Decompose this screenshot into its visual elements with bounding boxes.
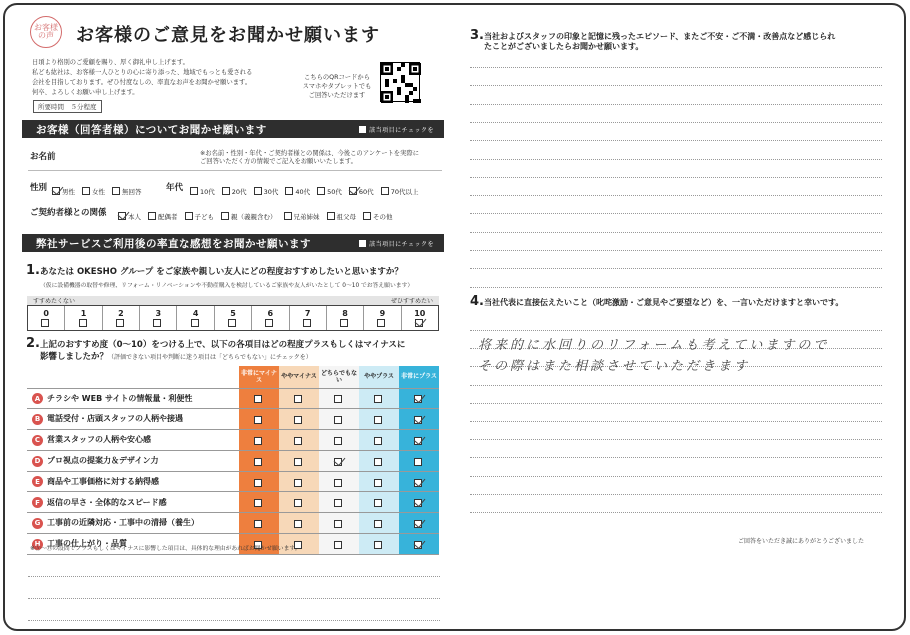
checkbox[interactable] [303,319,311,327]
checkbox[interactable] [334,499,342,507]
checkbox[interactable] [294,499,302,507]
q1-text: 1.あなたは OKESHO グループ をご家族や親しい友人にどの程度おすすめしたいと思いますか？ [26,263,403,278]
checkbox[interactable] [363,212,371,220]
relation-child[interactable]: 子ども [185,212,215,221]
checkbox[interactable] [414,541,422,549]
time-label: 所要時間 ５分程度 [33,100,102,113]
checkbox[interactable] [294,479,302,487]
q2-text: 2.上記のおすすめ度（0〜10）をつける上で、以下の各項目はどの程度プラスもしくはマイナスに [26,336,406,351]
footer-thanks: ご回答をいただき誠にありがとうございました [738,538,865,545]
gender-female[interactable]: 女性 [82,187,105,196]
checkbox[interactable] [294,437,302,445]
answer-line[interactable] [470,385,882,386]
handwritten-answer-1: 将来的に水回りのリフォームも考えていますので [478,338,830,353]
answer-line[interactable] [470,159,882,160]
answer-line[interactable] [28,576,440,577]
checkbox[interactable] [294,458,302,466]
answer-line[interactable] [470,122,882,123]
checkbox[interactable] [414,395,422,403]
answer-line[interactable] [470,421,882,422]
checkbox[interactable] [374,395,382,403]
gender-options [52,180,149,199]
answer-line[interactable] [470,330,882,331]
answer-line[interactable] [470,476,882,477]
checkbox[interactable] [254,520,262,528]
checkbox[interactable] [41,319,49,327]
checkbox[interactable] [191,319,199,327]
gender-none[interactable]: 無回答 [112,187,142,196]
checkbox[interactable] [52,187,60,195]
checkbox[interactable] [334,520,342,528]
section2-header: 弊社サービスご利用後の率直な感想をお聞かせ願います 該当項目にチェックを [22,234,444,252]
q1-scale [27,305,439,331]
q2-col-header: どちらでもない [319,366,359,388]
checkbox[interactable] [148,212,156,220]
handwritten-answer-2: その際はまた相談させていただきます [478,359,751,374]
answer-line[interactable] [470,195,882,196]
age-20[interactable]: 20代 [222,187,247,196]
answer-line[interactable] [470,177,882,178]
q1-sub: （仮に設備機器の取替や修理、リフォーム・リノベーションや不動産購入を検討しているご家族や友人がいたとして 0〜10 でお答え願います） [40,283,414,289]
q4-text: 4.当社代表に直接伝えたいこと（叱咤激励・ご意見やご要望など）を、一言いただけますと幸いです。 [470,294,844,309]
checkbox[interactable] [374,520,382,528]
relation-grandparent[interactable]: 祖父母 [327,212,357,221]
name-note: ※お名前・性別・年代・ご契約者様との関係は、今後このアンケートを実際に ご回答いただく方の情報でご記入をお願いいたします。 [200,150,419,165]
q2-col-header: 非常にマイナス [239,366,279,388]
q2-row-a: A チラシや WEB サイトの情報量・利便性 [27,388,439,409]
age-40[interactable]: 40代 [285,187,310,196]
scale-0[interactable]: 0 [28,306,65,330]
checkbox[interactable] [294,416,302,424]
checkbox[interactable] [381,187,389,195]
relation-other[interactable]: その他 [363,212,393,221]
gender-label: 性別 [30,183,48,193]
checkbox[interactable] [374,479,382,487]
checkbox[interactable] [377,319,385,327]
scale-2[interactable]: 2 [103,306,140,330]
checkbox[interactable] [334,437,342,445]
relation-label: ご契約者様との関係 [30,208,107,218]
qr-text: こちらのQRコードから スマホやタブレットでも ご回答いただけます [302,74,372,99]
checkbox[interactable] [414,479,422,487]
answer-line[interactable] [470,403,882,404]
checkbox[interactable] [254,187,262,195]
scale-6[interactable]: 6 [252,306,289,330]
relation-self[interactable]: 本人 [118,212,141,221]
checkbox[interactable] [222,187,230,195]
checkbox[interactable] [254,437,262,445]
checkbox[interactable] [374,458,382,466]
relation-parent[interactable]: 親（義親含む） [221,212,277,221]
checkbox[interactable] [112,187,120,195]
intro-text: 日頃より格別のご愛顧を賜り、厚く御礼申し上げます。 私ども紘社は、お客様一人ひとりの心に寄り添った、地域でもっとも愛される 会社を目指しております。ぜひ忖度なしの、率直なお声をお聞かせ願います。 何卒、よろしくお願い申し上げます。 [32,59,253,96]
answer-line[interactable] [470,67,882,68]
answer-line[interactable] [470,232,882,233]
age-options [190,180,425,199]
checkbox[interactable] [116,319,124,327]
age-70[interactable]: 70代以上 [381,187,419,196]
checkbox[interactable] [414,437,422,445]
gender-male[interactable]: 男性 [52,187,75,196]
checkbox[interactable] [374,499,382,507]
checkbox[interactable] [254,479,262,487]
checkbox[interactable] [334,458,342,466]
checkbox[interactable] [349,187,357,195]
checkbox[interactable] [265,319,273,327]
age-label: 年代 [166,183,184,193]
q3-text2: たことがございましたらお聞かせ願います。 [484,42,644,51]
checkbox[interactable] [228,319,236,327]
q2-text2: 影響しましたか？（評価できない項目や判断に迷う項目は「どちらでもない」にチェックを） [40,352,312,362]
checkbox[interactable] [334,541,342,549]
checkbox[interactable] [284,212,292,220]
q2-col-header: ややプラス [359,366,399,388]
q2-col-header: 非常にプラス [399,366,439,388]
q2-row-f: F 返信の早さ・全体的なスピード感 [27,492,439,513]
q2-row-b: B 電話受付・店頭スタッフの人柄や接遇 [27,409,439,430]
age-50[interactable]: 50代 [317,187,342,196]
checkbox[interactable] [254,395,262,403]
q2-note: ※Ⓐ〜Ⓗの設問でプラスもしくはマイナスに影響した項目は、具体的な理由があればお聞かせ願います。 [30,546,301,552]
answer-line[interactable] [470,104,882,105]
answer-line[interactable] [470,213,882,214]
name-field[interactable] [28,170,442,171]
checkbox[interactable] [334,395,342,403]
checkbox[interactable] [185,212,193,220]
answer-line[interactable] [470,457,882,458]
q3-text: 3.当社およびスタッフの印象と記憶に残ったエピソード、またご不安・ご不満・改善点など感じられ [470,28,836,43]
q2-table [27,366,439,555]
scale-7[interactable]: 7 [290,306,327,330]
checkbox[interactable] [221,212,229,220]
checkbox[interactable] [82,187,90,195]
q2-row-e: E 商品や工事価格に対する納得感 [27,471,439,492]
checkbox[interactable] [294,395,302,403]
scale-4[interactable]: 4 [177,306,214,330]
checkbox[interactable] [414,458,422,466]
age-10[interactable]: 10代 [190,187,215,196]
checkbox[interactable] [118,212,126,220]
q2-row-c: C 営業スタッフの人柄や安心感 [27,430,439,451]
age-60[interactable]: 60代 [349,187,374,196]
checkbox[interactable] [374,437,382,445]
relation-options [118,205,400,224]
checkbox[interactable] [414,520,422,528]
scale-1[interactable]: 1 [65,306,102,330]
answer-line[interactable] [470,287,882,288]
qr-code-icon[interactable] [380,62,420,102]
checkbox[interactable] [334,416,342,424]
stamp-logo: お客様の声 [30,16,62,48]
section1-header: お客様（回答者様）についてお聞かせ願います 該当項目にチェックを [22,120,444,138]
checkbox[interactable] [374,416,382,424]
checkbox[interactable] [317,187,325,195]
name-label: お名前 [30,152,56,162]
q2-row-g: G 工事前の近隣対応・工事中の清掃（養生） [27,513,439,534]
answer-line[interactable] [470,268,882,269]
scale-5[interactable]: 5 [215,306,252,330]
checkbox[interactable] [414,416,422,424]
checkbox[interactable] [190,187,198,195]
checkbox[interactable] [334,479,342,487]
checkbox[interactable] [254,499,262,507]
q2-col-header: ややマイナス [279,366,319,388]
checkbox[interactable] [153,319,161,327]
checkbox[interactable] [414,499,422,507]
age-30[interactable]: 30代 [254,187,279,196]
checkbox[interactable] [374,541,382,549]
checkbox[interactable] [79,319,87,327]
checkbox[interactable] [340,319,348,327]
checkbox[interactable] [415,319,423,327]
answer-line[interactable] [470,512,882,513]
scale-10[interactable]: 10 [402,306,438,330]
answer-line[interactable] [28,598,440,599]
checkbox[interactable] [327,212,335,220]
q1-scale-header: すすめたくない ぜひすすめたい [27,296,439,305]
checkbox[interactable] [285,187,293,195]
answer-line[interactable] [470,494,882,495]
scale-3[interactable]: 3 [140,306,177,330]
checkbox[interactable] [254,458,262,466]
q2-row-h: H 工事の仕上がり・品質 [27,534,439,555]
answer-line[interactable] [470,85,882,86]
relation-sibling[interactable]: 兄弟姉妹 [284,212,320,221]
answer-line[interactable] [470,439,882,440]
q2-row-d: D プロ視点の提案力＆デザイン力 [27,450,439,471]
scale-9[interactable]: 9 [364,306,401,330]
scale-8[interactable]: 8 [327,306,364,330]
relation-spouse[interactable]: 配偶者 [148,212,178,221]
checkbox[interactable] [254,416,262,424]
answer-line[interactable] [28,620,440,621]
answer-line[interactable] [470,250,882,251]
checkbox[interactable] [294,520,302,528]
answer-line[interactable] [470,140,882,141]
page-title: お客様のご意見をお聞かせ願います [76,25,380,46]
